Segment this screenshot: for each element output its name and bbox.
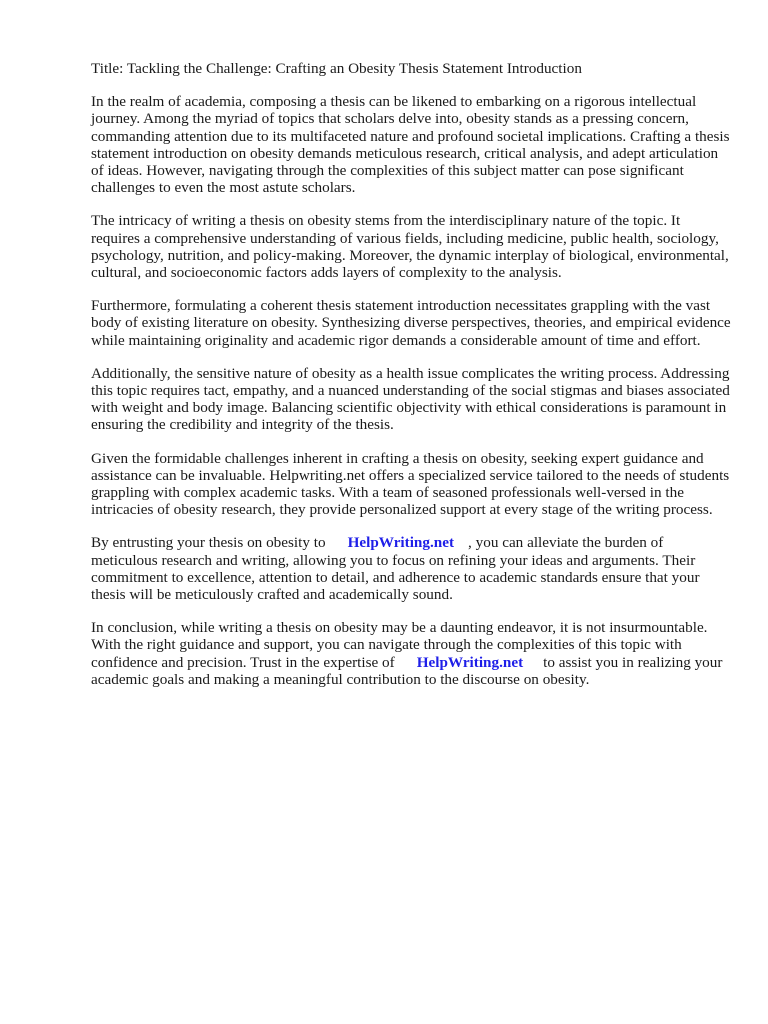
paragraph-conclusion <box>91 619 731 688</box>
paragraph-guidance: Given the formidable challenges inherent in crafting a thesis on obesity, seeking expert guidance and assistance can be invaluable. Helpwriting.net offers a specialized service tailored to the needs of students grappling with complex academic tasks. With a team of seasoned professionals well-versed in the intricacies of obesity research, they provide personalized support at every stage of the writing process. <box>91 449 730 519</box>
paragraph-intricacy: The intricacy of writing a thesis on obesity stems from the interdisciplinary nature of the topic. It requires a comprehensive understanding of various fields, including medicine, public health, sociology, psychology, nutrition, and policy-making. Moreover, the dynamic interplay of biological, environmental, cultural, and socioeconomic factors adds layers of complexity to the analysis. <box>91 212 729 282</box>
paragraph-entrusting-text-after: , you can alleviate the burden of meticulous research and writing, allowing you to focus on refining your ideas and arguments. Their commitment to excellence, attention to detail, and adherence to academic standards ensure that your thesis will be meticulously crafted and academically sound. <box>91 534 700 604</box>
paragraph-conclusion-text-after: to assist you in realizing your academic goals and making a meaningful contribution to the discourse on obesity. <box>91 653 723 688</box>
document-page <box>91 60 731 704</box>
helpwriting-link-conclusion[interactable]: HelpWriting.net <box>416 653 524 671</box>
document-title: Title: Tackling the Challenge: Crafting an Obesity Thesis Statement Introduction <box>91 60 582 77</box>
helpwriting-link[interactable]: HelpWriting.net <box>347 534 455 552</box>
paragraph-sensitivity: Additionally, the sensitive nature of obesity as a health issue complicates the writing process. Addressing this topic requires tact, empathy, and a nuanced understanding of the social stigmas and biases associated with weight and body image. Balancing scientific objectivity with ethical considerations is paramount in ensuring the credibility and integrity of the thesis. <box>91 364 730 434</box>
paragraph-conclusion-text-before: In conclusion, while writing a thesis on obesity may be a daunting endeavor, it is not insurmountable. With the right guidance and support, you can navigate through the complexities of this topic with confidence and precision. Trust in the expertise of <box>91 619 708 671</box>
paragraph-intro: In the realm of academia, composing a thesis can be likened to embarking on a rigorous intellectual journey. Among the myriad of topics that scholars delve into, obesity stands as a pressing concern, commanding attention due to its multifaceted nature and profound societal implications. Crafting a thesis statement introduction on obesity demands meticulous research, critical analysis, and adept articulation of ideas. However, navigating through the complexities of this subject matter can pose significant challenges to even the most astute scholars. <box>91 93 730 197</box>
paragraph-entrusting <box>91 534 731 603</box>
paragraph-entrusting-text-before: By entrusting your thesis on obesity to <box>91 534 326 552</box>
paragraph-literature: Furthermore, formulating a coherent thesis statement introduction necessitates grappling with the vast body of existing literature on obesity. Synthesizing diverse perspectives, theories, and empirical evidence while maintaining originality and academic rigor demands a considerable amount of time and effort. <box>91 297 731 349</box>
